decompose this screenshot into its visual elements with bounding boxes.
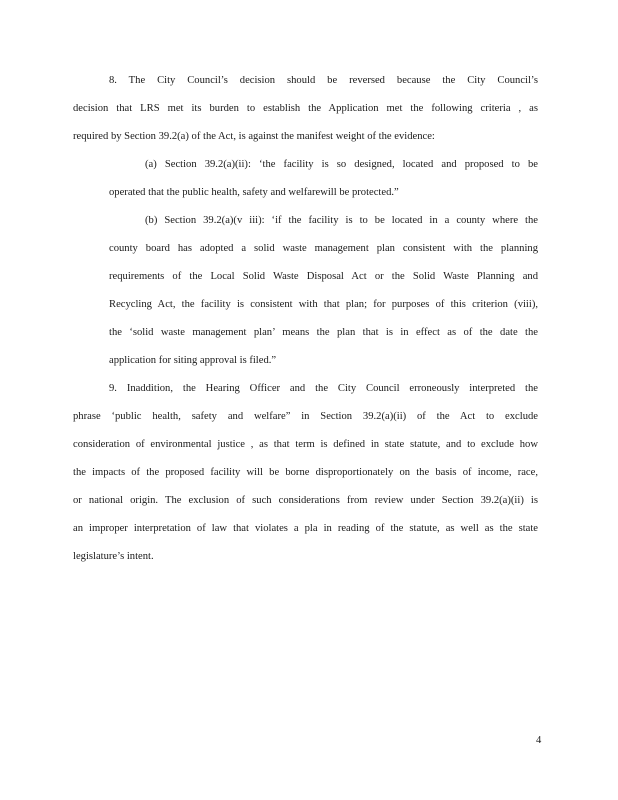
paragraph-8-line-1: 8. The City Council’s decision should be reversed because the City Council’s: [109, 75, 538, 86]
paragraph-9-line-4: the impacts of the proposed facility will be borne disproportionately on the basis of income, race,: [73, 467, 538, 478]
criterion-b-line-1: (b) Section 39.2(a)(v iii): ‘if the facility is to be located in a county where the: [145, 215, 538, 226]
criterion-b-line-5: the ‘solid waste management plan’ means the plan that is in effect as of the date the: [109, 327, 538, 338]
criterion-b-line-3: requirements of the Local Solid Waste Disposal Act or the Solid Waste Planning and: [109, 271, 538, 282]
paragraph-9-line-7: legislature’s intent.: [73, 551, 154, 562]
paragraph-9-line-2: phrase ‘public health, safety and welfare” in Section 39.2(a)(ii) of the Act to exclude: [73, 411, 538, 422]
paragraph-9-line-1: 9. Inaddition, the Hearing Officer and the City Council erroneously interpreted the: [109, 383, 538, 394]
criterion-a-line-2: operated that the public health, safety and welfarewill be protected.”: [109, 187, 399, 198]
paragraph-9-line-6: an improper interpretation of law that violates a pla in reading of the statute, as well as the state: [73, 523, 538, 534]
paragraph-8-line-3: required by Section 39.2(a) of the Act, is against the manifest weight of the evidence:: [73, 131, 435, 142]
paragraph-9-line-3: consideration of environmental justice , as that term is defined in state statute, and to exclude how: [73, 439, 538, 450]
criterion-b-line-4: Recycling Act, the facility is consistent with that plan; for purposes of this criterion (viii),: [109, 299, 538, 310]
criterion-b-line-6: application for siting approval is filed.”: [109, 355, 277, 366]
criterion-b-line-2: county board has adopted a solid waste management plan consistent with the planning: [109, 243, 538, 254]
paragraph-9-line-5: or national origin. The exclusion of such considerations from review under Section 39.2(a)(ii) is: [73, 495, 538, 506]
paragraph-8-line-2: decision that LRS met its burden to establish the Application met the following criteria , as: [73, 103, 538, 114]
page-number: 4: [536, 735, 542, 746]
criterion-a-line-1: (a) Section 39.2(a)(ii): ‘the facility is so designed, located and proposed to be: [145, 159, 538, 170]
